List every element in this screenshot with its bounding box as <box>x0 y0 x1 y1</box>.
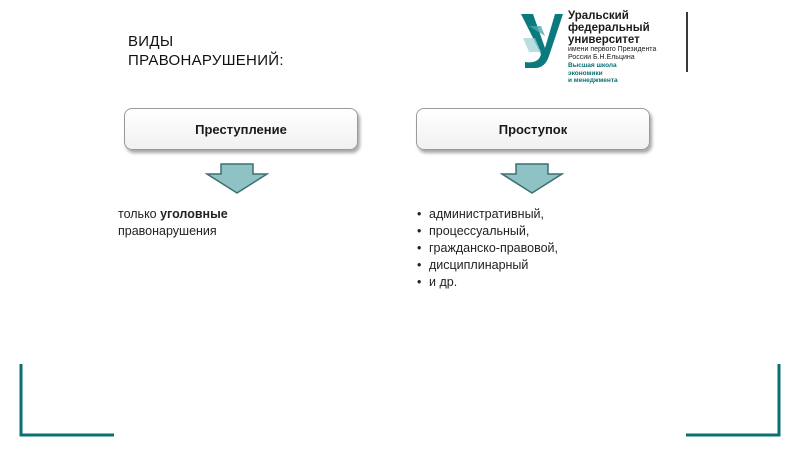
crime-text-prefix: только <box>118 207 161 221</box>
logo-text <box>568 10 656 85</box>
crime-text-line-2: правонарушения <box>118 224 217 238</box>
list-item: • и др. <box>417 274 558 291</box>
logo-line-7: экономики <box>568 69 603 77</box>
title-line-1: ВИДЫ <box>128 33 174 50</box>
list-item: • гражданско-правовой, <box>417 240 558 257</box>
crime-text-bold: уголовные <box>160 207 228 221</box>
corner-bracket-right <box>686 364 786 438</box>
slide-title <box>128 32 284 70</box>
list-item: • процессуальный, <box>417 223 558 240</box>
down-arrow-icon <box>205 163 269 195</box>
list-item: • административный, <box>417 206 558 223</box>
logo-line-4: имени первого Президента <box>568 46 657 53</box>
down-arrow-icon <box>500 163 564 195</box>
crime-description <box>118 206 228 240</box>
logo-line-8: и менеджмента <box>568 77 618 84</box>
corner-bracket-left <box>18 364 118 438</box>
logo-divider <box>686 12 688 72</box>
logo-line-1: Уральский <box>568 10 629 22</box>
logo-line-2: федеральный <box>568 22 650 34</box>
logo-line-5: России Б.Н.Ельцина <box>568 54 635 61</box>
crime-box <box>124 108 358 150</box>
misdemeanor-list <box>417 206 558 291</box>
logo-line-6: Высшая школа <box>568 62 617 69</box>
list-item: • дисциплинарный <box>417 257 558 274</box>
title-line-2: ПРАВОНАРУШЕНИЙ: <box>128 52 284 69</box>
logo-line-3: университет <box>568 34 640 46</box>
misdemeanor-box <box>416 108 650 150</box>
crime-box-label: Преступление <box>195 121 287 137</box>
misdemeanor-box-label: Проступок <box>498 121 568 137</box>
